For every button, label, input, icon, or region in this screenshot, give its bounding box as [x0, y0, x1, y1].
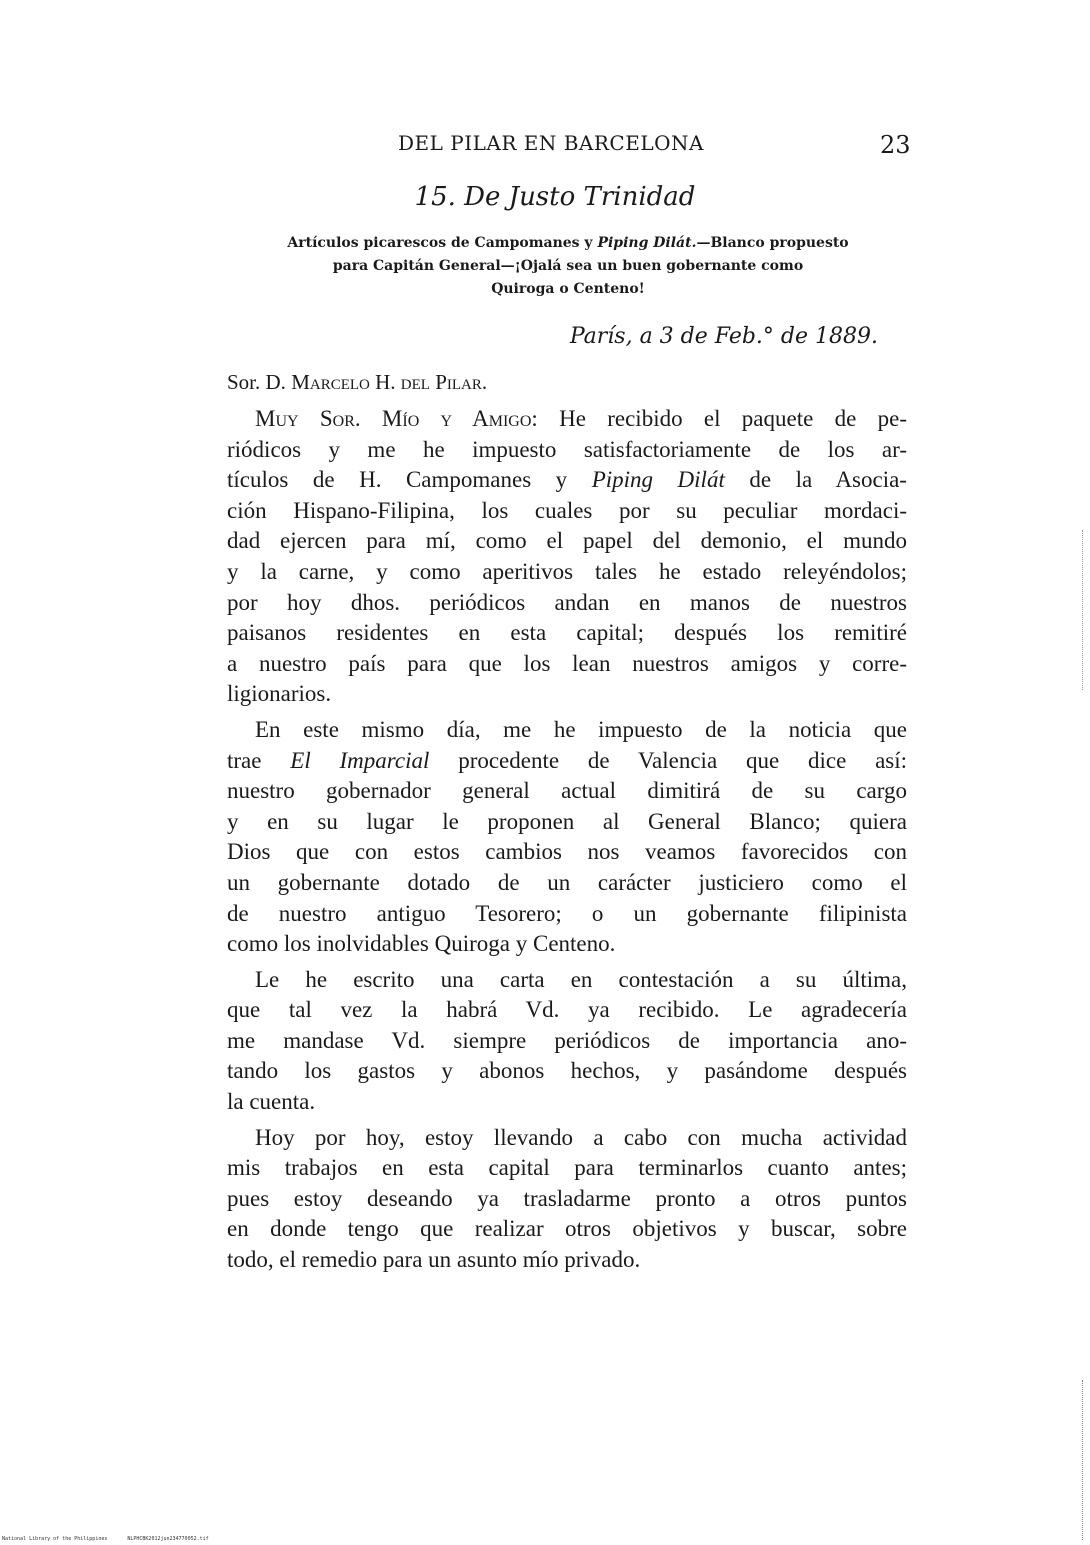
scan-edge-mark [1082, 1380, 1084, 1540]
dateline: París, a 3 de Feb.° de 1889. [569, 324, 878, 349]
body-line: como los inolvidables Quiroga y Centeno. [227, 931, 616, 957]
body-line: de nuestro antiguo Tesorero; o un gobernante filipinista [227, 900, 907, 926]
body-line: la cuenta. [227, 1089, 316, 1115]
body-line: por hoy dhos. periódicos andan en manos de nuestros [227, 589, 907, 615]
paragraph-4 [227, 1123, 907, 1276]
letter-summary [228, 232, 908, 301]
body-line: me mandase Vd. siempre periódicos de importancia ano- [227, 1027, 907, 1053]
page-number: 23 [880, 131, 911, 159]
body-line: todo, el remedio para un asunto mío privado. [227, 1247, 641, 1273]
scan-edge-mark [1082, 530, 1084, 690]
body-line: y la carne, y como aperitivos tales he estado releyéndolos; [227, 558, 907, 584]
body-line: ligionarios. [227, 681, 332, 707]
letter-body [227, 404, 907, 1281]
body-line: que tal vez la habrá Vd. ya recibido. Le agradecería [227, 997, 907, 1023]
body-line: riódicos y me he impuesto satisfactoriamente de los ar- [227, 436, 907, 462]
body-line: tando los gastos y abonos hechos, y pasándome después [227, 1058, 907, 1084]
library-credit: National Library of the Philippines [2, 1536, 108, 1542]
scan-footer [2, 1536, 229, 1542]
paragraph-3 [227, 965, 907, 1118]
body-line: Muy Sor. Mío y Amigo: He recibido el paquete de pe- [255, 406, 907, 431]
salutation: Sor. D. Marcelo H. del Pilar. [227, 370, 488, 394]
body-line: tículos de H. Campomanes y Piping Dilát de la Asocia- [227, 467, 907, 493]
body-line: y en su lugar le proponen al General Blanco; quiera [227, 808, 907, 834]
body-line: Le he escrito una carta en contestación a su última, [255, 966, 907, 992]
letter-title: 15. De Justo Trinidad [414, 182, 696, 212]
body-line: un gobernante dotado de un carácter justiciero como el [227, 869, 907, 895]
body-line: a nuestro país para que los lean nuestros amigos y corre- [227, 650, 907, 676]
body-line: mis trabajos en esta capital para terminarlos cuanto antes; [227, 1155, 907, 1181]
summary-line-1: Artículos picarescos de Campomanes y Piping Dilát.—Blanco propuesto [287, 235, 849, 251]
body-line: en donde tengo que realizar otros objetivos y buscar, sobre [227, 1216, 907, 1242]
body-line: dad ejercen para mí, como el papel del demonio, el mundo [227, 528, 907, 554]
paragraph-1 [227, 404, 907, 710]
body-line: Hoy por hoy, estoy llevando a cabo con mucha actividad [255, 1124, 907, 1150]
running-title: DEL PILAR EN BARCELONA [398, 131, 704, 155]
scan-file-id: NLPHCBK2012jun234770052.tif [127, 1536, 209, 1542]
body-line: trae El Imparcial procedente de Valencia que dice así: [227, 747, 908, 773]
body-line: Dios que con estos cambios nos veamos favorecidos con [227, 839, 907, 865]
body-line: pues estoy deseando ya trasladarme pronto a otros puntos [227, 1185, 907, 1211]
body-line: ción Hispano-Filipina, los cuales por su peculiar mordaci- [227, 497, 907, 523]
body-line: nuestro gobernador general actual dimitirá de su cargo [227, 778, 907, 804]
summary-line-2: para Capitán General—¡Ojalá sea un buen gobernante como [332, 258, 804, 274]
body-line: paisanos residentes en esta capital; después los remitiré [227, 620, 907, 646]
body-line: En este mismo día, me he impuesto de la noticia que [255, 716, 907, 742]
summary-line-3: Quiroga o Centeno! [491, 281, 645, 297]
paragraph-2 [227, 715, 907, 960]
